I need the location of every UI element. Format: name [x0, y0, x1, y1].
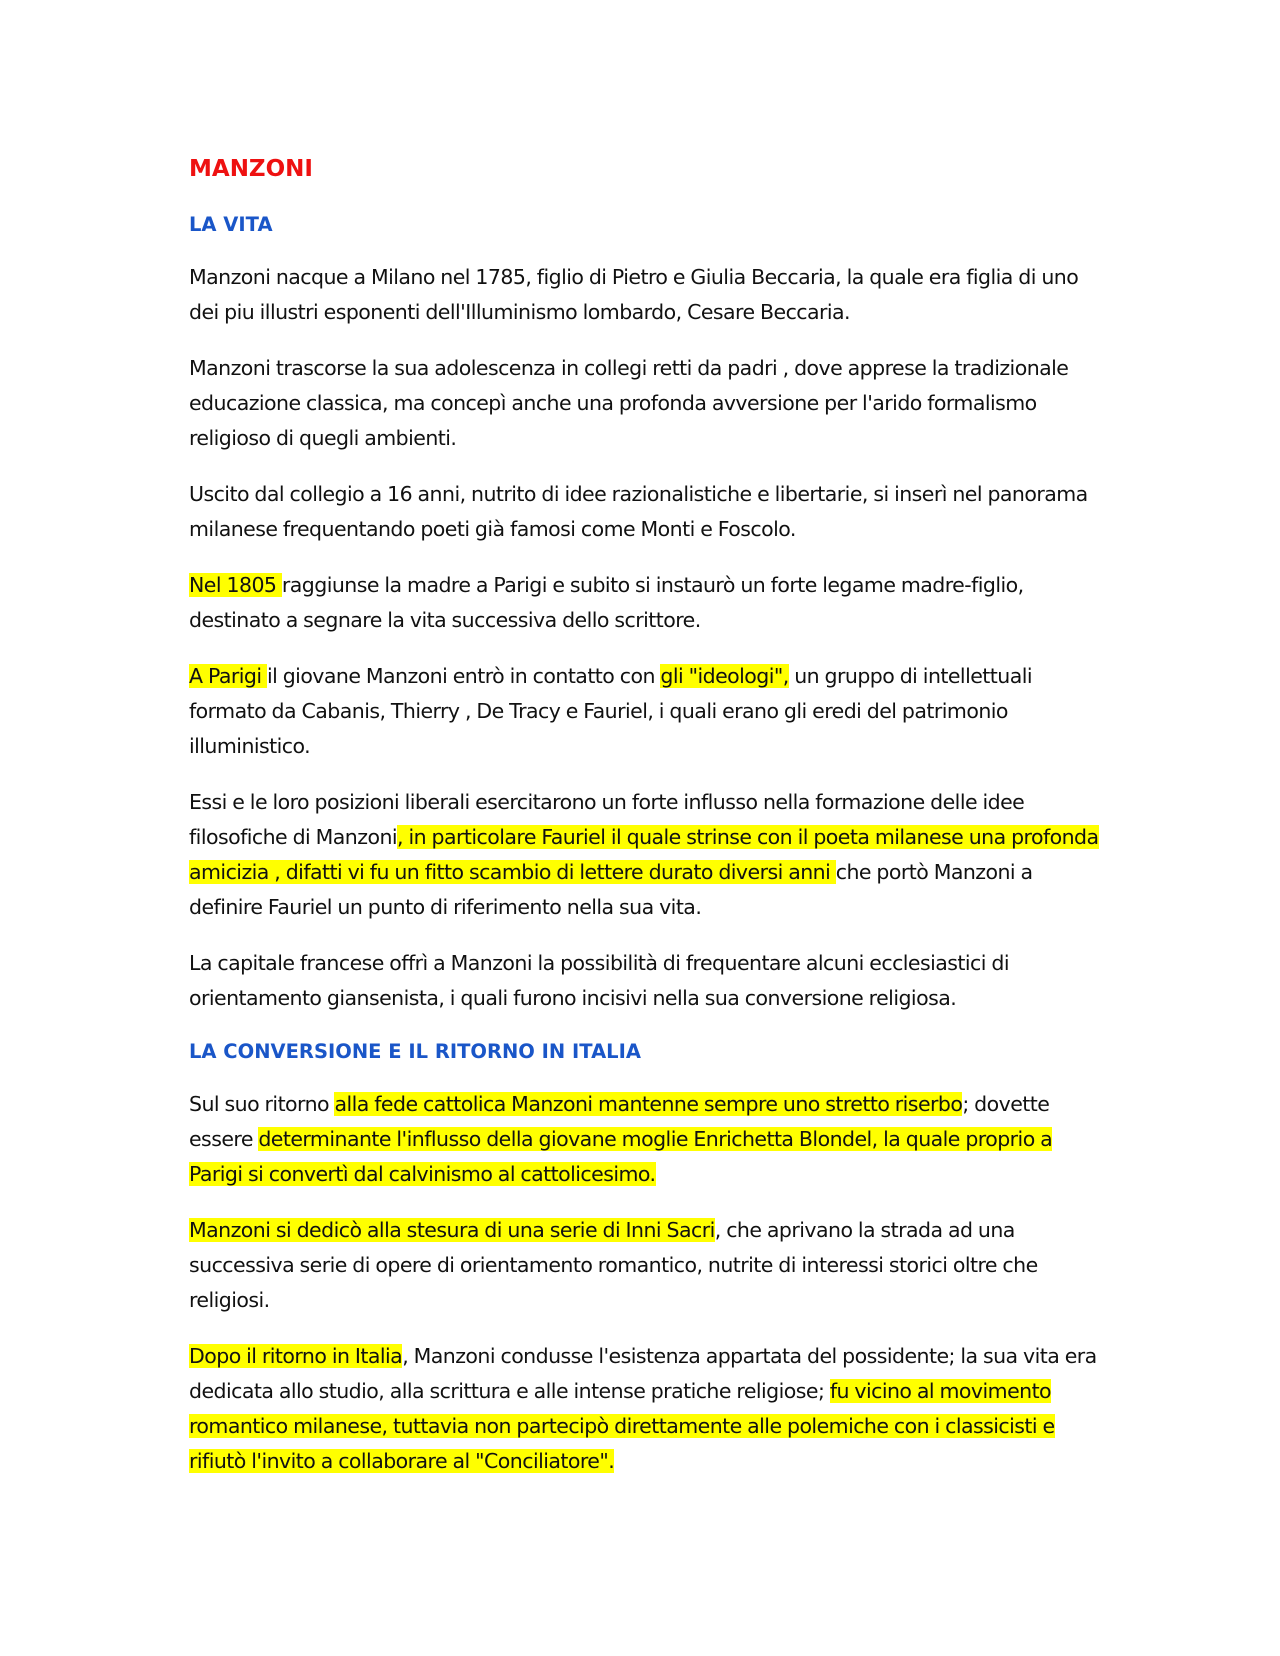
paragraph [189, 659, 1099, 764]
text-run: Essi e le loro posizioni liberali esercitarono un forte influsso nella formazione delle idee filosofiche di Manzoni [189, 790, 1025, 849]
text-run: Uscito dal collegio a 16 anni, nutrito di idee razionalistiche e libertarie, si inserì nel panorama milanese frequentando poeti già famosi come Monti e Foscolo. [189, 482, 1088, 541]
paragraph [189, 1213, 1099, 1318]
highlighted-text: A Parigi [189, 664, 267, 688]
highlighted-text: alla fede cattolica Manzoni mantenne sempre uno stretto riserbo [334, 1092, 963, 1116]
section-heading: LA CONVERSIONE E IL RITORNO IN ITALIA [189, 1040, 641, 1063]
text-run: ; dovette essere [189, 1092, 1050, 1151]
highlighted-text: gli "ideologi", [660, 664, 789, 688]
text-run: , Manzoni condusse l'esistenza appartata del possidente; la sua vita era dedicata allo studio, alla scrittura e alle intense pratiche religiose; [189, 1344, 1097, 1403]
paragraph [189, 260, 1099, 330]
highlighted-text: Nel 1805 [189, 573, 282, 597]
text-run: Manzoni nacque a Milano nel 1785, figlio di Pietro e Giulia Beccaria, la quale era figlia di uno dei piu illustri esponenti dell'Illuminismo lombardo, Cesare Beccaria. [189, 265, 1079, 324]
highlighted-text: fu vicino al movimento romantico milanese, tuttavia non partecipò direttamente alle polemiche con i classicisti e rifiutò l'invito a collaborare al "Conciliatore". [189, 1379, 1055, 1473]
paragraph [189, 477, 1099, 547]
text-run: , che aprivano la strada ad una successiva serie di opere di orientamento romantico, nutrite di interessi storici oltre che religiosi. [189, 1218, 1038, 1312]
highlighted-text: determinante l'influsso della giovane moglie Enrichetta Blondel, la quale proprio a Parigi si convertì dal calvinismo al cattolicesimo. [189, 1127, 1053, 1186]
paragraph [189, 1087, 1099, 1192]
text-run: Manzoni trascorse la sua adolescenza in collegi retti da padri , dove apprese la tradizionale educazione classica, ma concepì anche una profonda avversione per l'arido formalismo religioso di quegli ambienti. [189, 356, 1069, 450]
paragraph [189, 1339, 1099, 1479]
text-run: un gruppo di intellettuali formato da Cabanis, Thierry , De Tracy e Fauriel, i quali erano gli eredi del patrimonio illuministico. [189, 664, 1033, 758]
paragraph [189, 351, 1099, 456]
text-run: che portò Manzoni a definire Fauriel un punto di riferimento nella sua vita. [189, 860, 1033, 919]
section-heading: LA VITA [189, 213, 273, 236]
paragraph [189, 785, 1099, 925]
highlighted-text: Manzoni si dedicò alla stesura di una serie di Inni Sacri [189, 1218, 715, 1242]
text-run: La capitale francese offrì a Manzoni la possibilità di frequentare alcuni ecclesiastici di orientamento giansenista, i quali furono incisivi nella sua conversione religiosa. [189, 951, 1009, 1010]
document-body [189, 210, 1099, 1479]
highlighted-text: Dopo il ritorno in Italia [189, 1344, 403, 1368]
text-run: il giovane Manzoni entrò in contatto con [266, 664, 661, 688]
document-page [189, 152, 1099, 1500]
highlighted-text: , in particolare Fauriel il quale strinse con il poeta milanese una profonda amicizia , difatti vi fu un fitto scambio di lettere durato diversi anni [189, 825, 1099, 884]
paragraph [189, 946, 1099, 1016]
text-run: Sul suo ritorno [189, 1092, 335, 1116]
text-run: raggiunse la madre a Parigi e subito si instaurò un forte legame madre-figlio, destinato a segnare la vita successiva dello scrittore. [189, 573, 1024, 632]
document-title: MANZONI [189, 156, 313, 182]
paragraph [189, 568, 1099, 638]
